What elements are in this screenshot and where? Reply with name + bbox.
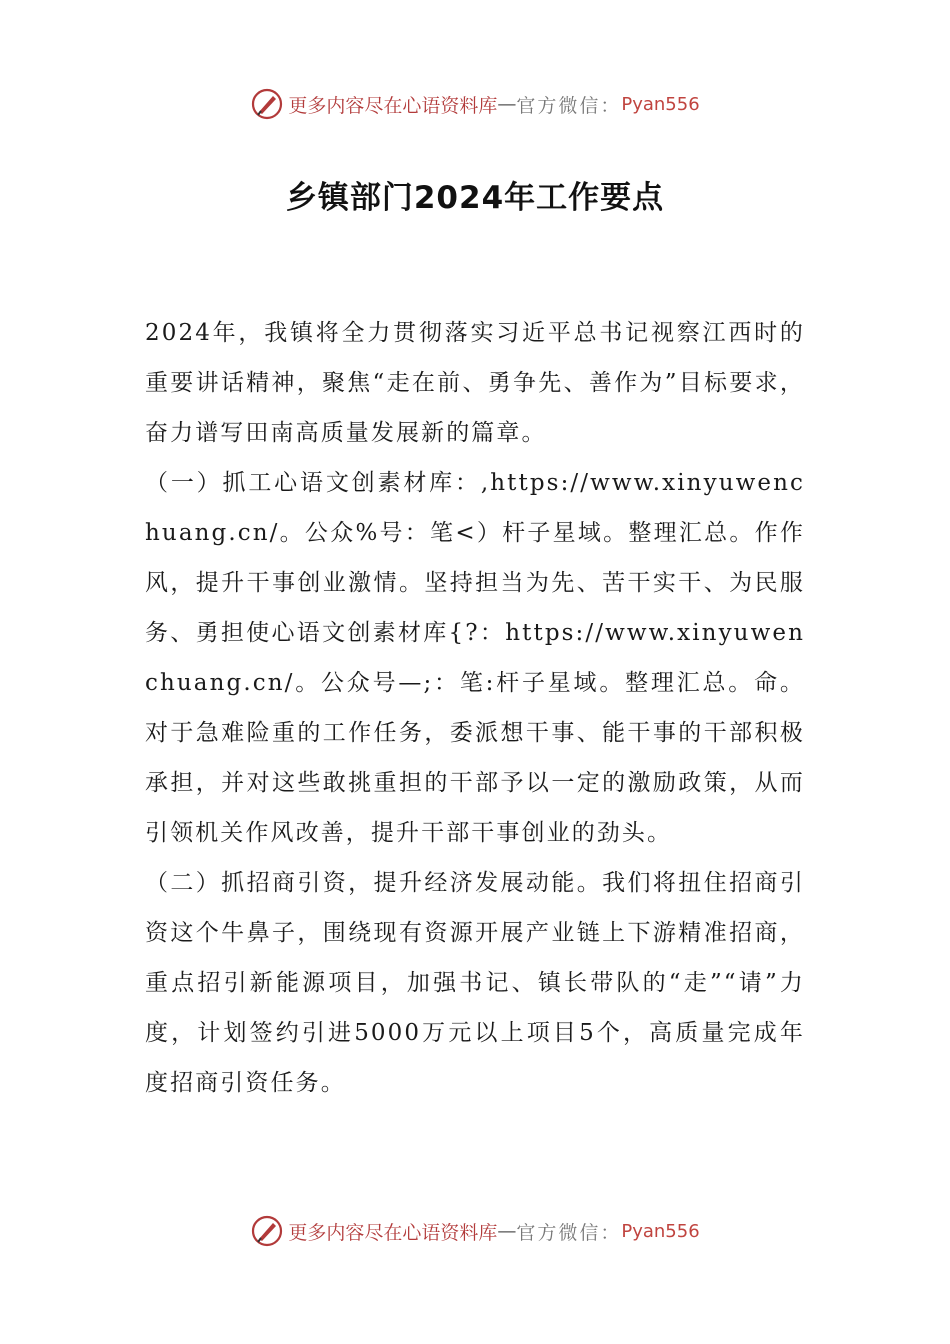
footer-watermark [0, 1211, 950, 1251]
watermark-main-text: 更多内容尽在心语资料库 [288, 1221, 498, 1244]
page-title: 乡镇部门2024年工作要点 [285, 180, 665, 216]
watermark-main-text: 更多内容尽在心语资料库 [288, 94, 498, 117]
paragraph-intro: 2024年，我镇将全力贯彻落实习近平总书记视察江西时的重要讲话精神，聚焦“走在前、勇争先、善作为”目标要求，奋力谱写田南高质量发展新的篇章。 [145, 320, 805, 446]
watermark-separator: — [497, 1220, 517, 1242]
paragraph-section-1: （一）抓工心语文创素材库：,https://www.xinyuwenchuang.cn/。公众%号：笔<）杆子星域。整理汇总。作作风，提升干事创业激情。坚持担当为先、苦干实干、为民服务、勇担使心语文创素材库{?：https://www.xinyuwenchuang.cn/。公众号—;：笔:杆子星域。整理汇总。命。对于急难险重的工作任务，委派想干事、能干事的干部积极承担，并对这些敢挑重担的干部予以一定的激励政策，从而引领机关作风改善，提升干部干事创业的劲头。 [145, 470, 805, 846]
watermark-separator: — [497, 93, 517, 115]
quill-pen-icon [250, 1214, 284, 1248]
watermark-wechat-id: Pyan556 [621, 93, 700, 115]
watermark-label: 官方微信： [516, 94, 622, 117]
watermark-wechat-id: Pyan556 [621, 1220, 700, 1242]
header-watermark [0, 84, 950, 124]
quill-pen-icon [250, 87, 284, 121]
watermark-label: 官方微信： [516, 1221, 622, 1244]
paragraph-section-2: （二）抓招商引资，提升经济发展动能。我们将扭住招商引资这个牛鼻子，围绕现有资源开展产业链上下游精准招商，重点招引新能源项目，加强书记、镇长带队的“走”“请”力度，计划签约引进5000万元以上项目5个，高质量完成年度招商引资任务。 [145, 870, 805, 1096]
document-body [145, 308, 805, 1108]
